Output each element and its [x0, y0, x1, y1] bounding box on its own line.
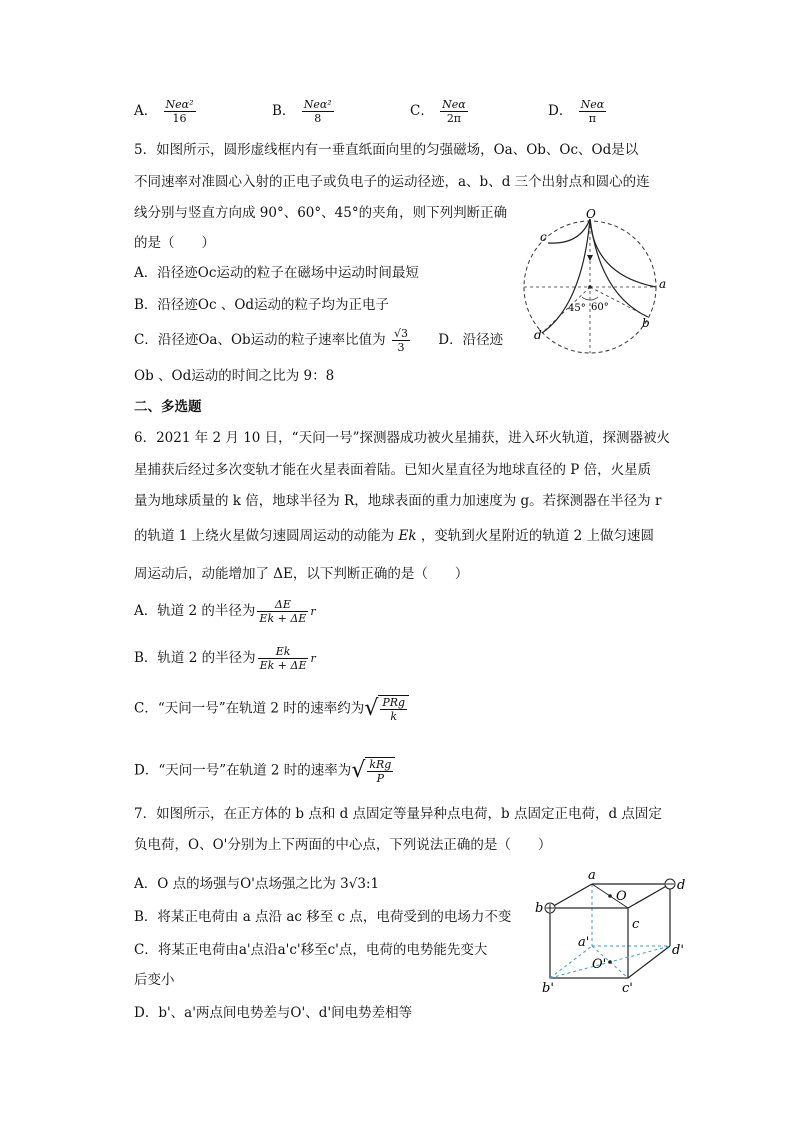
q6-d-text: D．“天问一号”在轨道 2 时的速率为	[134, 762, 352, 779]
q4-d-label: D．	[548, 103, 573, 119]
q6-d-num: kRg	[369, 758, 392, 771]
section-multiple-choice: 二、多选题	[134, 399, 202, 415]
q6-line4-post: ，变轨到火星附近的轨道 2 上做匀速圆	[420, 528, 654, 544]
q6-option-a	[134, 598, 316, 625]
point-o	[608, 894, 612, 898]
q6-a-den: Ek + ΔE	[259, 612, 307, 625]
q6-b-r: r	[310, 652, 316, 665]
q7-line2: 负电荷，O、O'分别为上下两面的中心点，下列说法正确的是（ ）	[134, 837, 552, 853]
label-d: d	[534, 328, 542, 342]
q4-option-a	[134, 98, 198, 125]
q4-d-den: π	[588, 112, 597, 125]
q6-c-sqrt: √ $\frac{\text{PRg}}{k}$	[364, 695, 409, 723]
q7-line1: 7．如图所示，在正方体的 b 点和 d 点固定等量异种点电荷，b 点固定正电荷，d 点固定	[134, 806, 662, 822]
q6-b-text: B．轨道 2 的半径为	[134, 650, 256, 666]
q6-line4	[134, 526, 654, 546]
q6-b-fraction	[258, 645, 309, 672]
label-a2: a'	[578, 935, 590, 950]
edge-b2a2	[550, 946, 592, 978]
label-a: a	[588, 868, 596, 883]
q4-c-fraction	[440, 98, 468, 125]
q6-line5: 周运动后，动能增加了 ΔE，以下判断正确的是（ ）	[134, 566, 469, 582]
q4-option-c	[410, 98, 470, 125]
q4-c-label: C．	[410, 103, 434, 119]
label-o2: O'	[592, 957, 607, 972]
q6-option-d	[134, 757, 395, 785]
q4-b-den: 8	[314, 112, 322, 125]
q6-option-b	[134, 645, 316, 672]
q7-option-a: A．O 点的场强与O'点场强之比为 3√3:1	[134, 876, 380, 892]
q5-line4: 的是（ ）	[134, 235, 215, 251]
label-45deg: 45°	[568, 303, 586, 314]
q7-option-b: B．将某正电荷由 a 点沿 ac 移至 c 点，电荷受到的电场力不变	[134, 909, 512, 925]
q4-b-num: Neα²	[303, 98, 332, 111]
q5-option-b: B．沿径迹Oc 、Od运动的粒子均为正电子	[134, 297, 390, 313]
label-a: a	[659, 277, 667, 291]
label-b2: b'	[542, 981, 554, 996]
q6-line1: 6．2021 年 2 月 10 日，“天问一号”探测器成功被火星捕获，进入环火轨道，探测器被火	[134, 430, 670, 446]
edge-c2d2	[628, 946, 670, 978]
q7-option-d: D．b'、a'两点间电势差与O'、d'间电势差相等	[134, 1005, 413, 1021]
q6-a-fraction	[257, 598, 308, 625]
center-dot	[588, 285, 592, 289]
label-b: b	[642, 316, 650, 330]
q4-d-fraction	[579, 98, 607, 125]
q4-a-den: 16	[172, 112, 187, 125]
q4-b-label: B．	[272, 103, 296, 119]
q6-a-r: r	[310, 605, 316, 618]
q6-a-text: A．轨道 2 的半径为	[134, 603, 256, 619]
q6-line4-ek: Ek	[398, 528, 417, 544]
q5-option-c	[134, 327, 503, 354]
q5-line2: 不同速率对准圆心入射的正电子或负电子的运动径迹，a、b、d 三个出射点和圆心的连	[134, 174, 650, 190]
label-b: b	[535, 901, 544, 916]
q5-option-c-fraction	[392, 327, 410, 354]
q4-a-num: Neα²	[165, 98, 194, 111]
label-d2: d'	[672, 943, 684, 958]
q5-c-den: 3	[397, 341, 405, 354]
q4-c-num: Neα	[442, 98, 466, 111]
q6-d-den: P	[376, 772, 385, 785]
q4-b-fraction	[302, 98, 334, 125]
magnetic-field-figure	[522, 205, 672, 355]
q6-line4-pre: 的轨道 1 上绕火星做匀速圆周运动的动能为	[134, 528, 395, 544]
label-60deg: 60°	[591, 302, 609, 313]
q6-option-c	[134, 695, 409, 723]
q6-c-text: C．“天问一号”在轨道 2 时的速率约为	[134, 700, 365, 717]
edge-cd	[628, 884, 670, 908]
q4-c-den: 2π	[446, 112, 462, 125]
q6-line2: 星捕获后经过多次变轨才能在火星表面着陆。已知火星直径为地球直径的 P 倍，火星质	[134, 462, 652, 478]
label-c2: c'	[622, 981, 633, 996]
cube-figure	[530, 866, 700, 996]
label-o: O	[616, 889, 627, 904]
q5-option-d-text: D．沿径迹	[438, 332, 504, 348]
q6-c-den: k	[390, 710, 398, 723]
q7-option-c-cont: 后变小	[134, 972, 175, 988]
q6-d-sqrt: √ $\frac{\text{kRg}}{P}$	[351, 757, 395, 785]
q6-c-num: PRg	[382, 696, 406, 709]
q4-a-label: A．	[134, 103, 158, 119]
velocity-arrow-icon	[587, 255, 593, 261]
q6-line3: 量为地球质量的 k 倍，地球半径为 R，地球表面的重力加速度为 g。若探测器在半径为 r	[134, 493, 662, 509]
label-c: c	[540, 230, 547, 244]
q6-b-den: Ek + ΔE	[259, 659, 307, 672]
label-c: c	[632, 917, 640, 932]
point-o2	[608, 960, 612, 964]
edge-ba	[550, 884, 592, 908]
q5-option-a: A．沿径迹Oc运动的粒子在磁场中运动时间最短	[134, 265, 419, 281]
q5-line1: 5．如图所示，圆形虚线框内有一垂直纸面向里的匀强磁场，Oa、Ob、Oc、Od是以	[134, 142, 639, 158]
q5-line3: 线分别与竖直方向成 90°、60°、45°的夹角，则下列判断正确	[134, 205, 508, 221]
q5-option-c-text: C．沿径迹Oa、Ob运动的粒子速率比值为	[134, 332, 386, 348]
q4-d-num: Neα	[580, 98, 605, 111]
label-o: O	[586, 207, 596, 221]
q4-option-b	[272, 98, 336, 125]
label-d: d	[677, 878, 686, 893]
q5-c-num: √3	[393, 327, 408, 340]
q5-option-d-line2: Ob 、Od运动的时间之比为 9：8	[134, 368, 335, 384]
track-od	[542, 219, 590, 333]
q7-option-c: C．将某正电荷由a'点沿a'c'移至c'点，电荷的电势能先变大	[134, 942, 488, 958]
q6-b-num: Ek	[258, 645, 309, 659]
q4-option-d	[548, 98, 608, 125]
q6-a-num: ΔE	[257, 598, 308, 612]
q4-a-fraction	[164, 98, 196, 125]
